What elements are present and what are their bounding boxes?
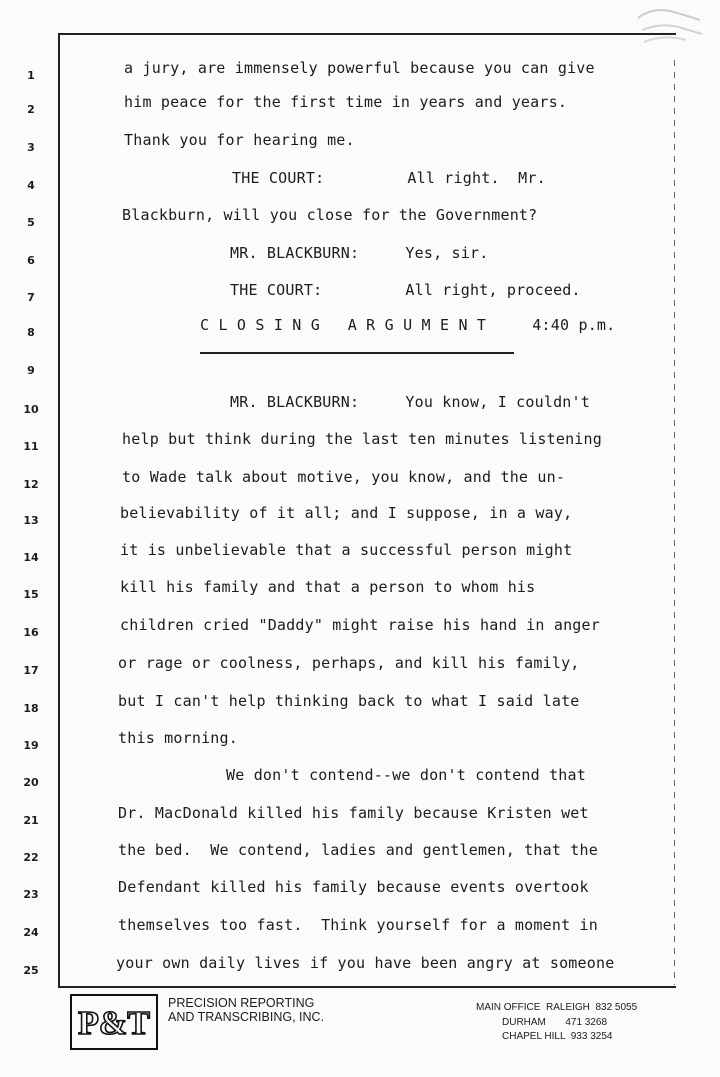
transcript-line: kill his family and that a person to whom his — [120, 578, 536, 596]
line-number: 12 — [23, 478, 39, 491]
transcript-line: your own daily lives if you have been angry at someone — [116, 954, 615, 972]
transcript-line: THE COURT: All right. Mr. — [232, 169, 546, 187]
line-number: 4 — [27, 179, 35, 192]
page-frame-left — [58, 33, 60, 988]
transcript-line: themselves too fast. Think yourself for a moment in — [118, 916, 598, 934]
transcript-line: MR. BLACKBURN: You know, I couldn't — [230, 393, 590, 411]
line-number: 9 — [27, 364, 35, 377]
office-durham: DURHAM 471 3268 — [502, 1017, 608, 1028]
line-number: 7 — [27, 291, 35, 304]
firm-name-line1: PRECISION REPORTING — [168, 996, 315, 1010]
line-number: 6 — [27, 254, 35, 267]
line-number: 10 — [23, 403, 39, 416]
line-number: 21 — [23, 814, 39, 827]
line-number: 19 — [23, 739, 39, 752]
line-number: 23 — [23, 888, 39, 901]
transcript-line: to Wade talk about motive, you know, and the un- — [122, 468, 566, 486]
transcript-line: Blackburn, will you close for the Government? — [122, 206, 538, 224]
line-number: 1 — [27, 69, 35, 82]
line-number: 13 — [23, 514, 39, 527]
line-number: 5 — [27, 216, 35, 229]
line-number: 16 — [23, 626, 39, 639]
transcript-line: help but think during the last ten minutes listening — [122, 430, 602, 448]
transcript-line: C L O S I N G A R G U M E N T 4:40 p.m. — [200, 316, 616, 334]
transcript-line: We don't contend--we don't contend that — [226, 766, 586, 784]
transcript-line: THE COURT: All right, proceed. — [230, 281, 581, 299]
transcript-line: or rage or coolness, perhaps, and kill his family, — [118, 654, 580, 672]
line-number: 15 — [23, 588, 39, 601]
page-frame-bottom — [58, 986, 676, 988]
page-stamp-mark — [634, 4, 704, 56]
line-number: 8 — [27, 326, 35, 339]
transcript-line: children cried "Daddy" might raise his hand in anger — [120, 616, 600, 634]
transcript-line: this morning. — [118, 729, 238, 747]
page-frame-top — [58, 33, 676, 35]
line-number: 17 — [23, 664, 39, 677]
heading-underline — [200, 352, 514, 354]
transcript-line: Defendant killed his family because events overtook — [118, 878, 589, 896]
line-number: 20 — [23, 776, 39, 789]
line-number: 25 — [23, 964, 39, 977]
transcript-line: a jury, are immensely powerful because you can give — [124, 59, 595, 77]
transcript-line: Dr. MacDonald killed his family because Kristen wet — [118, 804, 589, 822]
line-number: 22 — [23, 851, 39, 864]
line-number: 14 — [23, 551, 39, 564]
transcript-line: the bed. We contend, ladies and gentlemen, that the — [118, 841, 598, 859]
page-frame-right — [674, 60, 675, 985]
office-main: MAIN OFFICE RALEIGH 832 5055 — [476, 1002, 638, 1013]
transcript-line: it is unbelievable that a successful person might — [120, 541, 573, 559]
company-logo — [70, 994, 158, 1050]
transcript-line: but I can't help thinking back to what I said late — [118, 692, 580, 710]
line-number: 2 — [27, 103, 35, 116]
transcript-line: MR. BLACKBURN: Yes, sir. — [230, 244, 489, 262]
transcript-line: believability of it all; and I suppose, in a way, — [120, 504, 573, 522]
line-number: 3 — [27, 141, 35, 154]
transcript-line: Thank you for hearing me. — [124, 131, 355, 149]
line-number: 24 — [23, 926, 39, 939]
svg-text:P&T: P&T — [78, 1005, 150, 1042]
line-number: 11 — [23, 440, 39, 453]
office-chapel-hill: CHAPEL HILL 933 3254 — [502, 1031, 613, 1042]
firm-name-line2: AND TRANSCRIBING, INC. — [168, 1010, 325, 1024]
line-number: 18 — [23, 702, 39, 715]
transcript-line: him peace for the first time in years and years. — [124, 93, 568, 111]
